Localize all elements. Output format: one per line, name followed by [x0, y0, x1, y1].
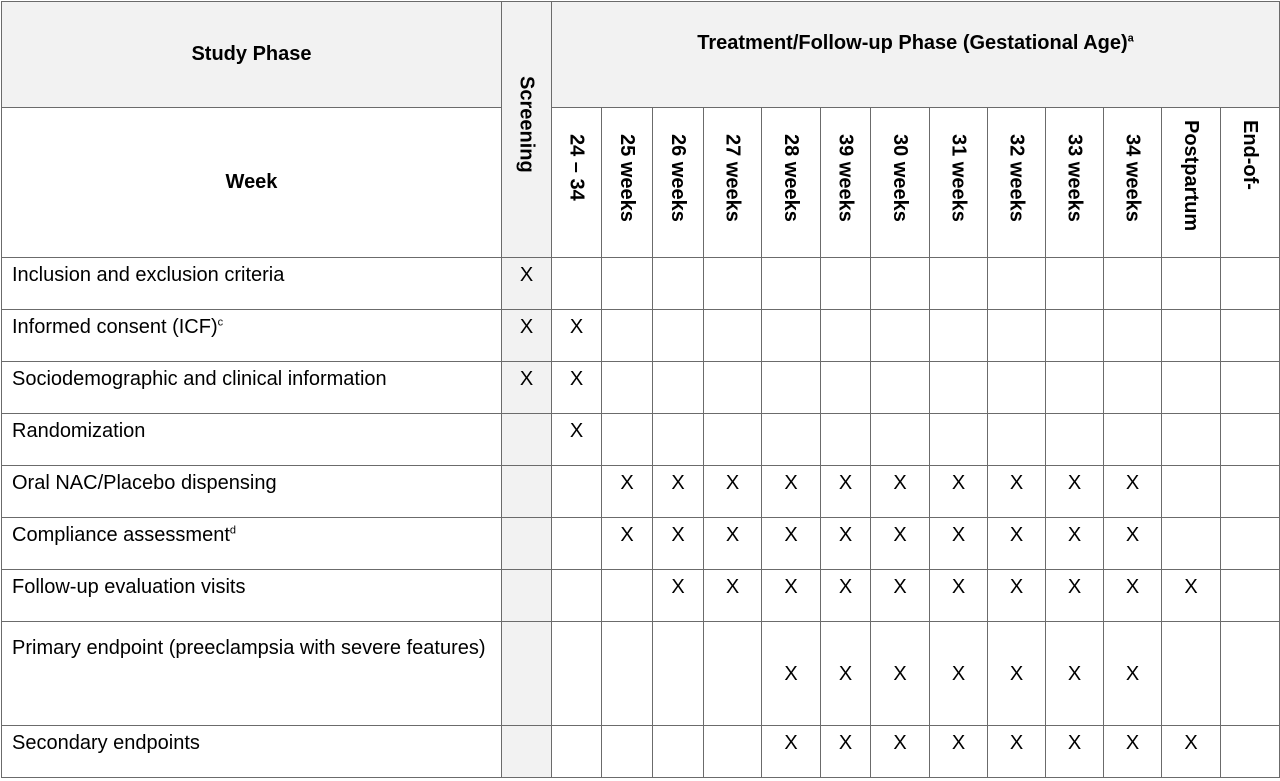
schedule-cell: X — [762, 518, 821, 570]
study-phase-header: Study Phase — [2, 2, 502, 108]
schedule-cell — [1162, 466, 1221, 518]
schedule-cell: X — [871, 726, 930, 778]
schedule-cell — [1162, 622, 1221, 726]
schedule-cell — [930, 310, 988, 362]
schedule-cell — [502, 570, 552, 622]
week-col-label: 31 weeks — [947, 134, 970, 222]
schedule-cell — [1046, 414, 1104, 466]
week-col-header — [871, 108, 930, 258]
schedule-cell: X — [602, 518, 653, 570]
schedule-cell — [602, 310, 653, 362]
schedule-cell: X — [704, 466, 762, 518]
treatment-phase-header — [552, 2, 1280, 108]
schedule-cell: X — [988, 570, 1046, 622]
row-label-text: Secondary endpoints — [12, 732, 200, 754]
table-row — [2, 466, 1280, 518]
schedule-cell: X — [762, 622, 821, 726]
schedule-cell: X — [1104, 622, 1162, 726]
schedule-cell — [653, 726, 704, 778]
schedule-cell — [988, 362, 1046, 414]
schedule-cell — [988, 414, 1046, 466]
week-col-label: 27 weeks — [721, 134, 744, 222]
schedule-cell — [502, 726, 552, 778]
schedule-cell: X — [930, 518, 988, 570]
schedule-cell: X — [602, 466, 653, 518]
schedule-cell: X — [762, 726, 821, 778]
schedule-cell: X — [930, 726, 988, 778]
schedule-cell — [1221, 310, 1280, 362]
schedule-cell — [930, 258, 988, 310]
table-row — [2, 570, 1280, 622]
schedule-cell: X — [821, 726, 871, 778]
schedule-cell: X — [552, 362, 602, 414]
schedule-cell: X — [502, 310, 552, 362]
screening-header — [502, 2, 552, 258]
schedule-cell: X — [821, 466, 871, 518]
schedule-cell — [1162, 310, 1221, 362]
row-label-footnote: d — [229, 524, 236, 537]
schedule-cell — [762, 362, 821, 414]
schedule-cell — [653, 258, 704, 310]
schedule-cell — [762, 258, 821, 310]
schedule-cell — [502, 518, 552, 570]
row-label-text: Compliance assessment — [12, 524, 230, 546]
schedule-cell — [821, 414, 871, 466]
schedule-cell — [871, 310, 930, 362]
schedule-cell: X — [1104, 570, 1162, 622]
week-col-header — [930, 108, 988, 258]
schedule-cell — [1221, 622, 1280, 726]
schedule-cell — [1104, 362, 1162, 414]
table-row — [2, 726, 1280, 778]
week-col-label: 24 – 34 — [565, 134, 588, 201]
schedule-cell: X — [502, 258, 552, 310]
week-col-label: 26 weeks — [667, 134, 689, 222]
week-col-header — [602, 108, 653, 258]
schedule-cell — [1046, 310, 1104, 362]
schedule-cell — [1046, 258, 1104, 310]
schedule-cell — [704, 622, 762, 726]
schedule-cell — [1162, 414, 1221, 466]
row-label-text: Informed consent (ICF) — [12, 316, 218, 338]
row-label-text: Sociodemographic and clinical information — [12, 368, 387, 390]
schedule-cell — [1104, 414, 1162, 466]
schedule-cell: X — [871, 570, 930, 622]
schedule-cell — [988, 258, 1046, 310]
schedule-cell — [821, 258, 871, 310]
week-col-header — [1162, 108, 1221, 258]
schedule-cell — [552, 518, 602, 570]
schedule-cell: X — [552, 414, 602, 466]
row-label — [2, 570, 502, 622]
schedule-cell: X — [821, 570, 871, 622]
week-col-header — [762, 108, 821, 258]
row-label-text: Inclusion and exclusion criteria — [12, 264, 285, 286]
row-label-footnote: c — [217, 316, 224, 329]
schedule-cell: X — [871, 466, 930, 518]
schedule-cell: X — [821, 622, 871, 726]
week-col-header — [653, 108, 704, 258]
schedule-cell: X — [653, 518, 704, 570]
schedule-cell — [821, 310, 871, 362]
schedule-cell — [552, 622, 602, 726]
schedule-cell: X — [762, 466, 821, 518]
schedule-cell: X — [1104, 518, 1162, 570]
schedule-cell: X — [871, 518, 930, 570]
schedule-cell: X — [1162, 570, 1221, 622]
schedule-cell — [1221, 466, 1280, 518]
row-label-text: Randomization — [12, 420, 146, 442]
schedule-cell: X — [930, 466, 988, 518]
schedule-cell: X — [988, 466, 1046, 518]
schedule-cell — [821, 362, 871, 414]
schedule-cell — [653, 622, 704, 726]
schedule-cell: X — [1046, 622, 1104, 726]
row-label — [2, 362, 502, 414]
schedule-cell: X — [1046, 466, 1104, 518]
schedule-cell — [653, 414, 704, 466]
table-row — [2, 258, 1280, 310]
week-col-header — [1104, 108, 1162, 258]
schedule-cell — [704, 726, 762, 778]
row-label — [2, 622, 502, 726]
week-col-label: 28 weeks — [780, 134, 802, 222]
schedule-cell: X — [930, 570, 988, 622]
schedule-cell: X — [988, 622, 1046, 726]
week-col-header — [821, 108, 871, 258]
schedule-cell — [502, 466, 552, 518]
schedule-cell — [602, 362, 653, 414]
schedule-cell — [930, 414, 988, 466]
row-label-text: Oral NAC/Placebo dispensing — [12, 472, 277, 494]
schedule-cell — [552, 258, 602, 310]
schedule-cell: X — [762, 570, 821, 622]
schedule-cell — [602, 726, 653, 778]
table-row — [2, 310, 1280, 362]
schedule-cell — [1104, 310, 1162, 362]
schedule-cell — [1162, 258, 1221, 310]
week-col-header — [1046, 108, 1104, 258]
schedule-cell — [871, 258, 930, 310]
schedule-cell — [602, 570, 653, 622]
schedule-cell: X — [1046, 570, 1104, 622]
schedule-cell — [1221, 570, 1280, 622]
treatment-phase-label: Treatment/Follow-up Phase (Gestational Age) — [697, 32, 1128, 54]
row-label-text: Follow-up evaluation visits — [12, 576, 246, 598]
week-col-label: 30 weeks — [889, 134, 911, 222]
schedule-cell — [1046, 362, 1104, 414]
schedule-cell — [1221, 258, 1280, 310]
schedule-cell: X — [653, 570, 704, 622]
schedule-cell — [704, 310, 762, 362]
schedule-cell — [1221, 726, 1280, 778]
week-col-header — [988, 108, 1046, 258]
schedule-cell — [704, 362, 762, 414]
schedule-cell — [653, 362, 704, 414]
table-row — [2, 518, 1280, 570]
schedule-cell: X — [502, 362, 552, 414]
week-col-header — [552, 108, 602, 258]
schedule-cell — [602, 622, 653, 726]
schedule-cell: X — [930, 622, 988, 726]
schedule-cell: X — [1104, 466, 1162, 518]
schedule-cell — [762, 414, 821, 466]
week-col-header — [704, 108, 762, 258]
week-col-label: 32 weeks — [1005, 134, 1028, 222]
schedule-cell — [704, 258, 762, 310]
schedule-cell — [871, 362, 930, 414]
week-col-label: 25 weeks — [616, 134, 638, 222]
row-label — [2, 466, 502, 518]
schedule-cell: X — [704, 570, 762, 622]
schedule-cell — [762, 310, 821, 362]
schedule-cell: X — [988, 726, 1046, 778]
schedule-cell: X — [704, 518, 762, 570]
row-label-text: Primary endpoint (preeclampsia with severe features) — [12, 637, 486, 659]
schedule-table — [1, 1, 1280, 778]
schedule-cell: X — [552, 310, 602, 362]
row-label — [2, 414, 502, 466]
schedule-cell — [930, 362, 988, 414]
week-col-label: End-of- — [1239, 120, 1262, 190]
row-label — [2, 518, 502, 570]
schedule-cell: X — [1046, 518, 1104, 570]
schedule-cell — [988, 310, 1046, 362]
week-col-label: Postpartum — [1180, 120, 1202, 232]
row-label — [2, 258, 502, 310]
week-col-label: 34 weeks — [1121, 134, 1144, 222]
row-label — [2, 726, 502, 778]
table-row — [2, 622, 1280, 726]
schedule-cell — [552, 466, 602, 518]
schedule-cell — [502, 414, 552, 466]
schedule-cell — [552, 570, 602, 622]
treatment-phase-footnote: a — [1127, 32, 1134, 45]
schedule-cell — [602, 258, 653, 310]
schedule-cell — [1104, 258, 1162, 310]
schedule-cell: X — [1046, 726, 1104, 778]
schedule-cell: X — [1104, 726, 1162, 778]
row-label — [2, 310, 502, 362]
schedule-cell — [602, 414, 653, 466]
week-header: Week — [2, 108, 502, 258]
schedule-cell — [1162, 518, 1221, 570]
schedule-cell — [552, 726, 602, 778]
week-col-header — [1221, 108, 1280, 258]
week-col-label: 39 weeks — [834, 134, 857, 222]
schedule-cell — [1221, 518, 1280, 570]
schedule-cell: X — [988, 518, 1046, 570]
table-row — [2, 414, 1280, 466]
schedule-cell: X — [821, 518, 871, 570]
screening-label: Screening — [515, 76, 538, 173]
schedule-cell: X — [1162, 726, 1221, 778]
schedule-cell: X — [871, 622, 930, 726]
schedule-cell — [1221, 362, 1280, 414]
table-row — [2, 362, 1280, 414]
schedule-cell — [1162, 362, 1221, 414]
schedule-cell: X — [653, 466, 704, 518]
schedule-cell — [871, 414, 930, 466]
schedule-cell — [704, 414, 762, 466]
schedule-cell — [502, 622, 552, 726]
schedule-cell — [653, 310, 704, 362]
schedule-cell — [1221, 414, 1280, 466]
week-col-label: 33 weeks — [1063, 134, 1086, 222]
